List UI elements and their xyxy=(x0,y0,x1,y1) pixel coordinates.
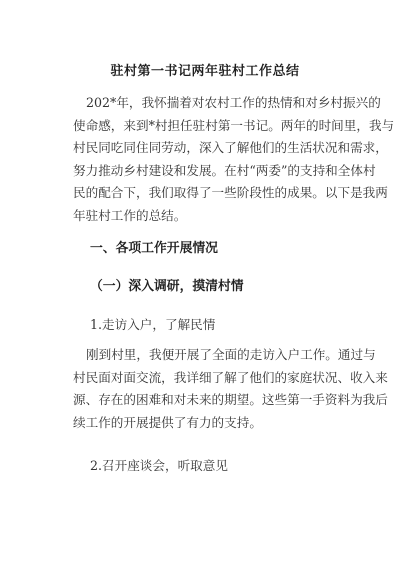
paragraph-line: 村民同吃同住同劳动，深入了解他们的生活状况和需求， xyxy=(73,140,388,155)
section-heading: 一、各项工作开展情况 xyxy=(90,241,218,256)
paragraph-line: 村民面对面交流，我详细了解了他们的家庭状况、收入来 xyxy=(73,369,388,385)
list-item-heading: 2.召开座谈会，听取意见 xyxy=(90,458,228,473)
paragraph-line: 使命感，来到*村担任驻村第一书记。两年的时间里，我与 xyxy=(73,117,395,133)
paragraph-line: 202*年，我怀揣着对农村工作的热情和对乡村振兴的 xyxy=(86,95,381,110)
paragraph-line: 续工作的开展提供了有力的支持。 xyxy=(73,414,262,430)
paragraph-line: 努力推动乡村建设和发展。在村“两委”的支持和全体村 xyxy=(73,162,376,178)
document-title: 驻村第一书记两年驻村工作总结 xyxy=(110,64,300,79)
paragraph-line: 刚到村里，我便开展了全面的走访入户工作。通过与 xyxy=(86,347,376,362)
subsection-heading: （一）深入调研，摸清村情 xyxy=(90,279,244,294)
paragraph-line: 源、存在的困难和对未来的期望。这些第一手资料为我后 xyxy=(73,392,388,407)
item-1-paragraph xyxy=(73,344,388,434)
paragraph-line: 年驻村工作的总结。 xyxy=(73,207,187,223)
intro-paragraph xyxy=(73,92,395,227)
list-item-heading: 1.走访入户，了解民情 xyxy=(90,317,216,332)
paragraph-line: 民的配合下，我们取得了一些阶段性的成果。以下是我两 xyxy=(73,185,388,200)
